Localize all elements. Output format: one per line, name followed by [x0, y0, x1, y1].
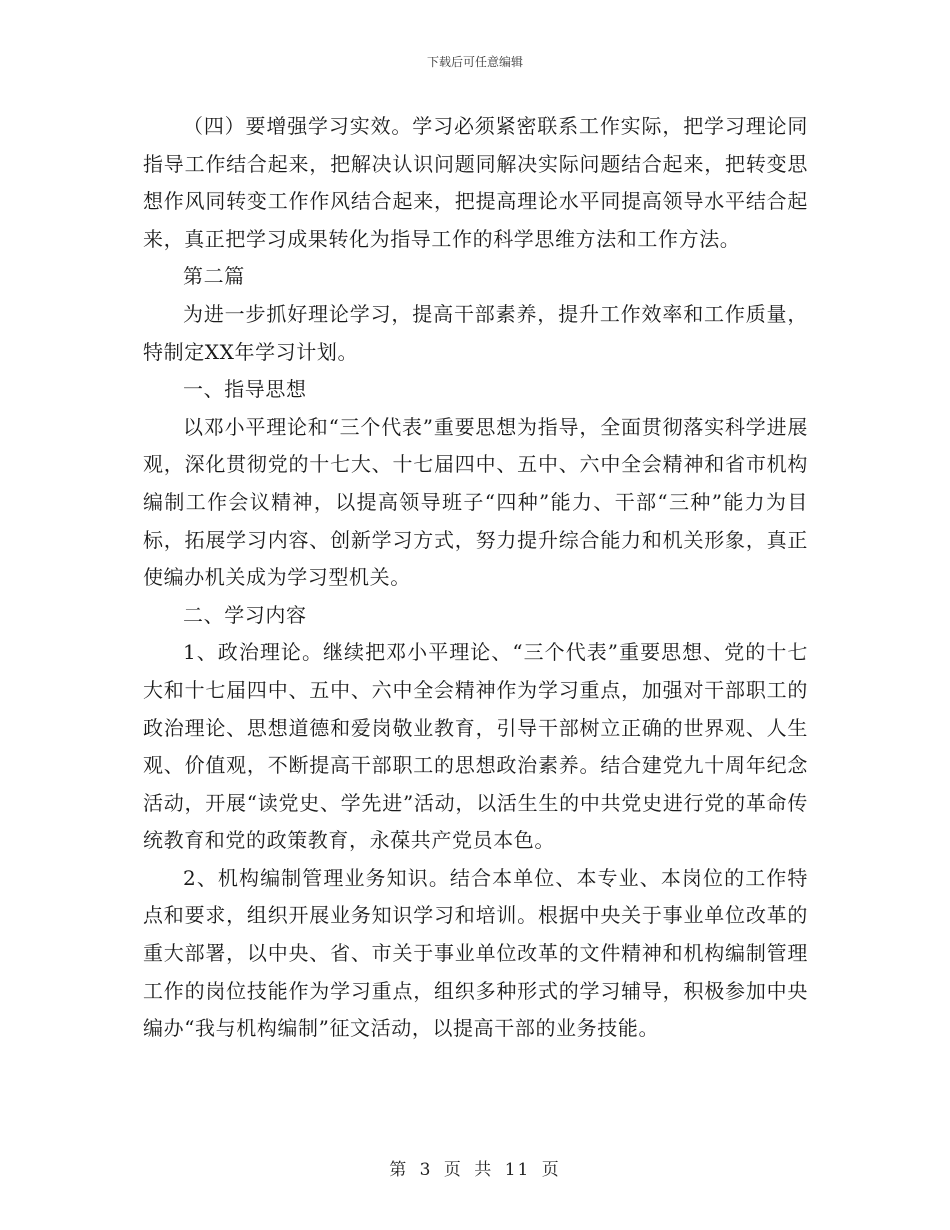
paragraph-intro: 为进一步抓好理论学习，提高干部素养，提升工作效率和工作质量，特制定XX年学习计划。: [143, 301, 808, 364]
paragraph-strengthen-study: （四）要增强学习实效。学习必须紧密联系工作实际，把学习理论同指导工作结合起来，把解决认识问题同解决实际问题结合起来，把转变思想作风同转变工作作风结合起来，把提高理论水平同提高领导水平结合起来，真正把学习成果转化为指导工作的科学思维方法和工作方法。: [143, 114, 808, 251]
document-body: [143, 108, 808, 1048]
heading-guiding-ideology: 一、指导思想: [183, 377, 307, 402]
paragraph-political-theory: 1、政治理论。继续把邓小平理论、“三个代表”重要思想、党的十七大和十七届四中、五中、六中全会精神作为学习重点，加强对干部职工的政治理论、思想道德和爱岗敬业教育，引导干部树立正确的世界观、人生观、价值观，不断提高干部职工的思想政治素养。结合建党九十周年纪念活动，开展“读党史、学先进”活动，以活生生的中共党史进行党的革命传统教育和党的政策教育，永葆共产党员本色。: [143, 640, 808, 853]
section-title-part-two: 第二篇: [183, 264, 245, 289]
paragraph-guiding-ideology: 以邓小平理论和“三个代表”重要思想为指导，全面贯彻落实科学进展观，深化贯彻党的十七大、十七届四中、五中、六中全会精神和省市机构编制工作会议精神，以提高领导班子“四种”能力、干部“三种”能力为目标，拓展学习内容、创新学习方式，努力提升综合能力和机关形象，真正使编办机关成为学习型机关。: [143, 414, 808, 590]
page-header: 下载后可任意编辑: [426, 55, 523, 69]
heading-study-content: 二、学习内容: [183, 602, 307, 627]
page-footer: 第 3 页 共 11 页: [389, 1160, 561, 1180]
paragraph-business-knowledge: 2、机构编制管理业务知识。结合本单位、本专业、本岗位的工作特点和要求，组织开展业务知识学习和培训。根据中央关于事业单位改革的重大部署，以中央、省、市关于事业单位改革的文件精神和机构编制管理工作的岗位技能作为学习重点，组织多种形式的学习辅导，积极参加中央编办“我与机构编制”征文活动，以提高干部的业务技能。: [143, 865, 808, 1041]
